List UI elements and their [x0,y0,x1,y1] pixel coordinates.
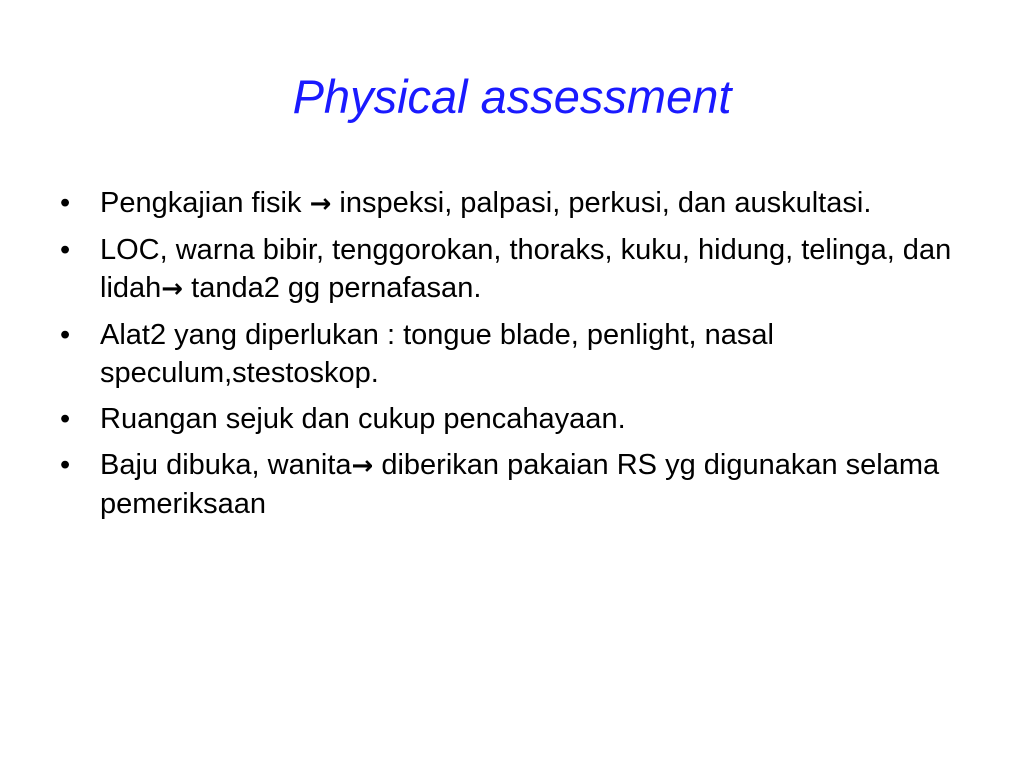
bullet-item [58,231,988,308]
bullet-list [58,184,988,531]
bullet-text-after: diberikan pakaian RS yg digunakan selama pemeriksaan [100,449,940,520]
bullet-text-before: LOC, warna bibir, tenggorokan, thoraks, kuku, hidung, telinga, dan lidah [100,234,952,304]
bullet-item [58,184,988,223]
bullet-icon: • [60,234,71,266]
bullet-icon: • [60,319,71,351]
bullet-text-before: Pengkajian fisik [100,187,310,219]
right-arrow-icon: → [161,274,184,304]
bullet-text-before: Baju dibuka, wanita [100,449,352,481]
right-arrow-icon: → [309,189,332,219]
slide-title: Physical assessment [292,70,732,123]
bullet-text: Ruangan sejuk dan cukup pencahayaan. [100,403,626,435]
bullet-item [58,400,988,438]
bullet-item [58,316,988,392]
bullet-icon: • [60,403,71,435]
bullet-item [58,446,988,523]
right-arrow-icon: → [351,451,374,481]
bullet-text-after: inspeksi, palpasi, perkusi, dan auskultasi. [331,187,872,219]
bullet-icon: • [60,449,71,481]
bullet-text: Alat2 yang diperlukan : tongue blade, penlight, nasal speculum,stestoskop. [100,319,774,389]
bullet-icon: • [60,187,71,219]
bullet-text-after: tanda2 gg pernafasan. [183,272,482,304]
